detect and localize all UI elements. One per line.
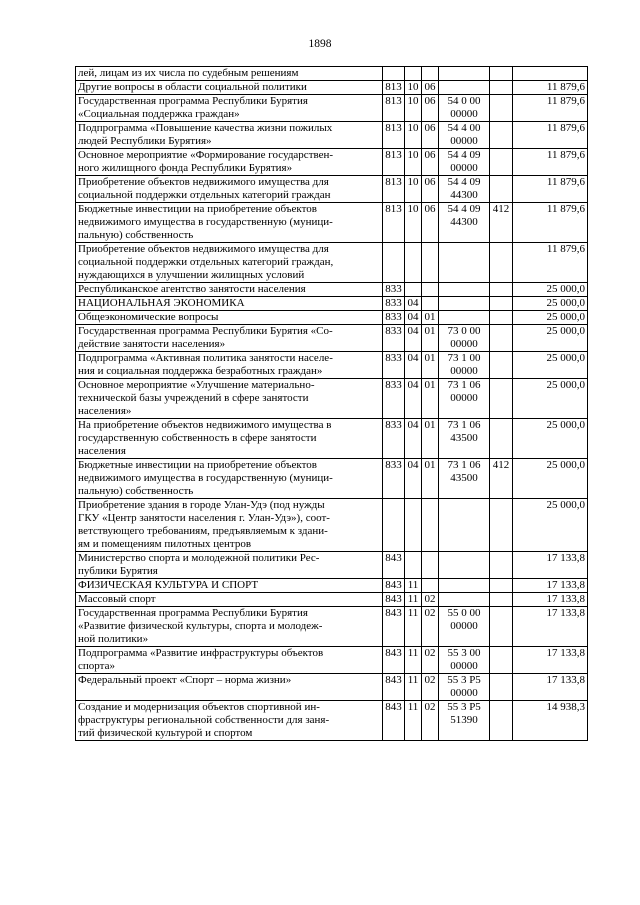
expense-name-line: населения»: [78, 405, 132, 417]
ministry-code: 833: [383, 352, 405, 379]
expense-type-code: 412: [490, 459, 513, 499]
expense-name: [76, 325, 383, 352]
subsection-code: 01: [422, 311, 439, 325]
section-code: 04: [405, 419, 422, 459]
expense-name-line: ям и помещениям пилотных центров: [78, 538, 252, 550]
target-item-code-line: 00000: [450, 135, 478, 147]
expense-name-line: Федеральный проект «Спорт – норма жизни»: [78, 674, 292, 686]
expense-name-line: Подпрограмма «Развитие инфраструктуры объектов: [78, 647, 324, 659]
target-item-code-line: 00000: [450, 687, 478, 699]
amount: 11 879,6: [513, 81, 588, 95]
target-item-code-line: 73 1 00: [447, 352, 481, 364]
ministry-code: 843: [383, 593, 405, 607]
expense-name: [76, 81, 383, 95]
expense-name-line: населения: [78, 445, 126, 457]
expense-name-line: лей, лицам из их числа по судебным решениям: [78, 67, 299, 79]
section-code: [405, 67, 422, 81]
amount: 17 133,8: [513, 674, 588, 701]
target-item-code-line: 43500: [450, 432, 478, 444]
amount: 17 133,8: [513, 607, 588, 647]
target-item-code-line: 55 3 P5: [447, 674, 481, 686]
target-item-code: [439, 701, 490, 741]
ministry-code: 813: [383, 149, 405, 176]
target-item-code: [439, 499, 490, 552]
expense-name-line: ного жилищного фонда Республики Бурятия»: [78, 162, 293, 174]
ministry-code: 833: [383, 419, 405, 459]
expense-type-code: [490, 647, 513, 674]
amount: 25 000,0: [513, 352, 588, 379]
expense-name: [76, 67, 383, 81]
amount: 25 000,0: [513, 311, 588, 325]
expense-name: [76, 647, 383, 674]
expense-type-code: [490, 122, 513, 149]
target-item-code-line: 73 1 06: [447, 419, 481, 431]
target-item-code-line: 73 0 00: [447, 325, 481, 337]
subsection-code: 02: [422, 701, 439, 741]
expense-name: [76, 701, 383, 741]
expense-name: [76, 95, 383, 122]
target-item-code-line: 55 3 P5: [447, 701, 481, 713]
target-item-code: [439, 325, 490, 352]
expense-name-line: Подпрограмма «Активная политика занятости населе-: [78, 352, 333, 364]
expense-type-code: [490, 701, 513, 741]
subsection-code: [422, 499, 439, 552]
ministry-code: [383, 499, 405, 552]
table-row: [76, 311, 588, 325]
subsection-code: 02: [422, 647, 439, 674]
expense-name-line: публики Бурятия: [78, 565, 158, 577]
expense-name: [76, 552, 383, 579]
target-item-code-line: 44300: [450, 216, 478, 228]
expense-name-line: Бюджетные инвестиции на приобретение объектов: [78, 459, 317, 471]
subsection-code: 01: [422, 419, 439, 459]
amount: 17 133,8: [513, 579, 588, 593]
target-item-code: [439, 552, 490, 579]
table-row: [76, 379, 588, 419]
section-code: [405, 552, 422, 579]
expense-name-line: ния и социальная поддержка безработных граждан»: [78, 365, 323, 377]
subsection-code: [422, 579, 439, 593]
ministry-code: 813: [383, 81, 405, 95]
subsection-code: [422, 283, 439, 297]
expense-type-code: [490, 579, 513, 593]
expense-name-line: социальной поддержки отдельных категорий граждан: [78, 189, 331, 201]
expense-name-line: Приобретение здания в городе Улан-Удэ (под нужды: [78, 499, 325, 511]
amount: 17 133,8: [513, 593, 588, 607]
expense-name-line: нуждающихся в улучшении жилищных условий: [78, 269, 305, 281]
target-item-code-line: 44300: [450, 189, 478, 201]
ministry-code: 843: [383, 607, 405, 647]
amount: 25 000,0: [513, 283, 588, 297]
expense-name-line: недвижимого имущества в государственную (муници-: [78, 216, 333, 228]
table-row: [76, 579, 588, 593]
expense-type-code: [490, 311, 513, 325]
ministry-code: 813: [383, 122, 405, 149]
table-row: [76, 283, 588, 297]
table-row: [76, 701, 588, 741]
page-number: 1898: [308, 38, 332, 50]
section-code: 11: [405, 674, 422, 701]
target-item-code-line: 73 1 06: [447, 379, 481, 391]
target-item-code-line: 54 4 00: [447, 122, 481, 134]
expense-type-code: [490, 552, 513, 579]
ministry-code: 843: [383, 552, 405, 579]
section-code: 11: [405, 701, 422, 741]
expense-name: [76, 499, 383, 552]
target-item-code: [439, 379, 490, 419]
expense-type-code: [490, 283, 513, 297]
expense-name-line: недвижимого имущества в государственную (муници-: [78, 472, 333, 484]
section-code: 10: [405, 95, 422, 122]
table-row: [76, 149, 588, 176]
target-item-code: [439, 122, 490, 149]
target-item-code: [439, 203, 490, 243]
section-code: 04: [405, 297, 422, 311]
table-row: [76, 81, 588, 95]
target-item-code: [439, 419, 490, 459]
amount: 11 879,6: [513, 149, 588, 176]
target-item-code: [439, 176, 490, 203]
subsection-code: 02: [422, 607, 439, 647]
subsection-code: 06: [422, 95, 439, 122]
section-code: 04: [405, 379, 422, 419]
section-code: 04: [405, 352, 422, 379]
ministry-code: 833: [383, 311, 405, 325]
expense-name-line: людей Республики Бурятия»: [78, 135, 212, 147]
target-item-code: [439, 311, 490, 325]
expense-type-code: 412: [490, 203, 513, 243]
expense-type-code: [490, 176, 513, 203]
amount: 11 879,6: [513, 176, 588, 203]
table-row: [76, 459, 588, 499]
expense-name: [76, 579, 383, 593]
target-item-code: [439, 243, 490, 283]
ministry-code: 843: [383, 674, 405, 701]
section-code: 10: [405, 122, 422, 149]
amount: 11 879,6: [513, 243, 588, 283]
expense-name-line: ветствующего требованиям, предъявляемым к здани-: [78, 525, 328, 537]
section-code: 11: [405, 593, 422, 607]
table-row: [76, 419, 588, 459]
target-item-code: [439, 352, 490, 379]
target-item-code-line: 00000: [450, 620, 478, 632]
target-item-code-line: 54 4 09: [447, 203, 481, 215]
section-code: 11: [405, 647, 422, 674]
section-code: 10: [405, 176, 422, 203]
expense-type-code: [490, 379, 513, 419]
expense-name: [76, 593, 383, 607]
expense-type-code: [490, 607, 513, 647]
target-item-code-line: 73 1 06: [447, 459, 481, 471]
table-row: [76, 325, 588, 352]
subsection-code: [422, 297, 439, 311]
expense-type-code: [490, 352, 513, 379]
expense-type-code: [490, 297, 513, 311]
amount: 25 000,0: [513, 297, 588, 311]
table-row: [76, 203, 588, 243]
section-code: 04: [405, 459, 422, 499]
amount: 25 000,0: [513, 379, 588, 419]
expense-type-code: [490, 325, 513, 352]
subsection-code: 02: [422, 674, 439, 701]
expense-name: [76, 176, 383, 203]
amount: 14 938,3: [513, 701, 588, 741]
subsection-code: 06: [422, 81, 439, 95]
expense-name: [76, 379, 383, 419]
expense-name-line: пальную) собственность: [78, 229, 194, 241]
amount: 25 000,0: [513, 499, 588, 552]
subsection-code: 01: [422, 325, 439, 352]
target-item-code-line: 00000: [450, 365, 478, 377]
target-item-code-line: 55 3 00: [447, 647, 481, 659]
expense-name: [76, 203, 383, 243]
expense-name-line: «Развитие физической культуры, спорта и молодеж-: [78, 620, 323, 632]
subsection-code: [422, 552, 439, 579]
expense-type-code: [490, 674, 513, 701]
budget-table: [75, 66, 588, 741]
section-code: [405, 499, 422, 552]
expense-name-line: действие занятости населения»: [78, 338, 226, 350]
section-code: 10: [405, 203, 422, 243]
subsection-code: [422, 243, 439, 283]
target-item-code: [439, 149, 490, 176]
subsection-code: 06: [422, 176, 439, 203]
amount: 17 133,8: [513, 647, 588, 674]
expense-type-code: [490, 95, 513, 122]
section-code: 10: [405, 149, 422, 176]
expense-name: [76, 459, 383, 499]
target-item-code-line: 00000: [450, 338, 478, 350]
section-code: 10: [405, 81, 422, 95]
ministry-code: 833: [383, 283, 405, 297]
target-item-code: [439, 459, 490, 499]
section-code: 11: [405, 607, 422, 647]
table-row: [76, 593, 588, 607]
subsection-code: [422, 67, 439, 81]
expense-type-code: [490, 243, 513, 283]
table-row: [76, 95, 588, 122]
target-item-code: [439, 67, 490, 81]
expense-name: [76, 283, 383, 297]
amount: 25 000,0: [513, 325, 588, 352]
table-row: [76, 499, 588, 552]
expense-name-line: государственную собственность в сфере занятости: [78, 432, 317, 444]
expense-name: [76, 352, 383, 379]
expense-type-code: [490, 499, 513, 552]
ministry-code: 843: [383, 701, 405, 741]
target-item-code: [439, 607, 490, 647]
expense-name-line: Подпрограмма «Повышение качества жизни пожилых: [78, 122, 333, 134]
expense-name-line: ГКУ «Центр занятости населения г. Улан-Удэ»), соот-: [78, 512, 330, 524]
expense-name: [76, 297, 383, 311]
expense-name-line: Основное мероприятие «Улучшение материально-: [78, 379, 315, 391]
expense-name-line: ФИЗИЧЕСКАЯ КУЛЬТУРА И СПОРТ: [78, 579, 259, 591]
target-item-code: [439, 283, 490, 297]
expense-name-line: Республиканское агентство занятости населения: [78, 283, 306, 295]
ministry-code: 833: [383, 325, 405, 352]
amount: [513, 67, 588, 81]
expense-name-line: Государственная программа Республики Бурятия: [78, 607, 308, 619]
expense-name: [76, 149, 383, 176]
ministry-code: 813: [383, 95, 405, 122]
ministry-code: 813: [383, 203, 405, 243]
table-row: [76, 674, 588, 701]
section-code: 04: [405, 311, 422, 325]
expense-name-line: Приобретение объектов недвижимого имущества для: [78, 176, 329, 188]
expense-name: [76, 419, 383, 459]
amount: 25 000,0: [513, 419, 588, 459]
expense-name-line: Государственная программа Республики Бурятия «Со-: [78, 325, 333, 337]
target-item-code: [439, 674, 490, 701]
subsection-code: 01: [422, 352, 439, 379]
expense-name-line: ной политики»: [78, 633, 149, 645]
subsection-code: 02: [422, 593, 439, 607]
expense-name-line: Приобретение объектов недвижимого имущества для: [78, 243, 329, 255]
ministry-code: [383, 243, 405, 283]
expense-name-line: технической базы учреждений в сфере занятости: [78, 392, 309, 404]
section-code: 11: [405, 579, 422, 593]
expense-name-line: Массовый спорт: [78, 593, 156, 605]
ministry-code: 843: [383, 579, 405, 593]
expense-name: [76, 122, 383, 149]
ministry-code: 833: [383, 379, 405, 419]
target-item-code-line: 00000: [450, 108, 478, 120]
expense-name-line: «Социальная поддержка граждан»: [78, 108, 240, 120]
subsection-code: 06: [422, 122, 439, 149]
expense-name-line: НАЦИОНАЛЬНАЯ ЭКОНОМИКА: [78, 297, 245, 309]
expense-name-line: Основное мероприятие «Формирование государствен-: [78, 149, 334, 161]
table-row: [76, 297, 588, 311]
target-item-code: [439, 297, 490, 311]
subsection-code: 06: [422, 203, 439, 243]
expense-name-line: спорта»: [78, 660, 115, 672]
expense-name-line: Общеэкономические вопросы: [78, 311, 219, 323]
target-item-code-line: 00000: [450, 392, 478, 404]
expense-type-code: [490, 67, 513, 81]
target-item-code-line: 00000: [450, 660, 478, 672]
expense-name-line: Создание и модернизация объектов спортивной ин-: [78, 701, 320, 713]
target-item-code-line: 51390: [450, 714, 478, 726]
subsection-code: 01: [422, 459, 439, 499]
table-row: [76, 647, 588, 674]
expense-name-line: Другие вопросы в области социальной политики: [78, 81, 307, 93]
ministry-code: 813: [383, 176, 405, 203]
expense-name: [76, 607, 383, 647]
target-item-code: [439, 593, 490, 607]
target-item-code: [439, 81, 490, 95]
ministry-code: 833: [383, 297, 405, 311]
table-row: [76, 607, 588, 647]
section-code: [405, 243, 422, 283]
expense-name-line: фраструктуры региональной собственности для заня-: [78, 714, 330, 726]
subsection-code: 01: [422, 379, 439, 419]
expense-name: [76, 674, 383, 701]
table-row: [76, 176, 588, 203]
expense-type-code: [490, 149, 513, 176]
amount: 11 879,6: [513, 203, 588, 243]
target-item-code-line: 55 0 00: [447, 607, 481, 619]
target-item-code-line: 54 0 00: [447, 95, 481, 107]
expense-name-line: социальной поддержки отдельных категорий граждан,: [78, 256, 334, 268]
expense-type-code: [490, 593, 513, 607]
section-code: [405, 283, 422, 297]
amount: 17 133,8: [513, 552, 588, 579]
expense-name-line: пальную) собственность: [78, 485, 194, 497]
target-item-code-line: 43500: [450, 472, 478, 484]
amount: 11 879,6: [513, 95, 588, 122]
table-row: [76, 243, 588, 283]
subsection-code: 06: [422, 149, 439, 176]
table-row: [76, 122, 588, 149]
target-item-code: [439, 647, 490, 674]
expense-name-line: На приобретение объектов недвижимого имущества в: [78, 419, 332, 431]
amount: 25 000,0: [513, 459, 588, 499]
expense-name-line: Бюджетные инвестиции на приобретение объектов: [78, 203, 317, 215]
expense-name-line: Государственная программа Республики Бурятия: [78, 95, 308, 107]
expense-name-line: Министерство спорта и молодежной политики Рес-: [78, 552, 320, 564]
table-row: [76, 552, 588, 579]
section-code: 04: [405, 325, 422, 352]
target-item-code-line: 54 4 09: [447, 176, 481, 188]
expense-name: [76, 311, 383, 325]
expense-name: [76, 243, 383, 283]
expense-type-code: [490, 419, 513, 459]
target-item-code: [439, 579, 490, 593]
target-item-code-line: 54 4 09: [447, 149, 481, 161]
ministry-code: [383, 67, 405, 81]
table-row: [76, 352, 588, 379]
target-item-code: [439, 95, 490, 122]
target-item-code-line: 00000: [450, 162, 478, 174]
ministry-code: 833: [383, 459, 405, 499]
ministry-code: 843: [383, 647, 405, 674]
expense-type-code: [490, 81, 513, 95]
expense-name-line: тий физической культурой и спортом: [78, 727, 253, 739]
table-row: [76, 67, 588, 81]
amount: 11 879,6: [513, 122, 588, 149]
